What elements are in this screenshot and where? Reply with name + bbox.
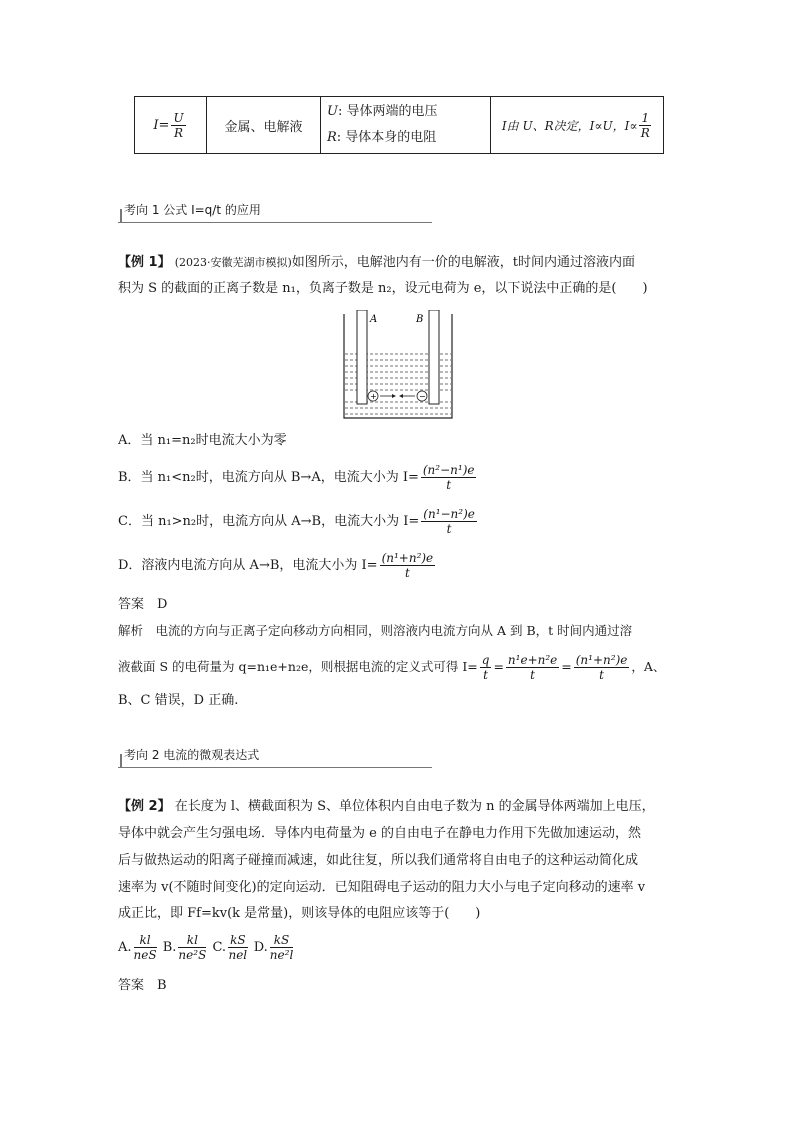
example1-answer xyxy=(118,594,678,616)
option-c xyxy=(118,507,678,537)
option-a-text: A．当 n₁=n₂时电流大小为零 xyxy=(118,433,287,448)
example2-text4: 速率为 v(不随时间变化)的定向运动．已知阻碍电子运动的阻力大小与电子定向移动的速率 v xyxy=(118,880,646,895)
example2-tag: 【例 2】 xyxy=(118,799,171,814)
example2-line3 xyxy=(118,850,678,872)
meaning-r xyxy=(327,125,436,151)
formula-table xyxy=(134,96,664,154)
analysis-text3: B、C 错误，D 正确. xyxy=(118,693,239,708)
label-a: A xyxy=(370,314,378,325)
meaning-u xyxy=(327,99,437,125)
section-label: 考向 1 公式 I=q/t 的应用 xyxy=(124,203,261,217)
meaning-r-symbol: R xyxy=(327,130,337,145)
section-bar xyxy=(120,209,122,223)
example2-answer-text: 答案 B xyxy=(118,978,167,993)
analysis-line2: 液截面 S 的电荷量为 q=n₁e+n₂e，则根据电流的定义式可得 I= $\frac{q}{t}$ = $\frac{\text{n¹e+n²e}}{t}$ = $\frac{\text{(n¹+n²)e}}{t}$ ，A、 xyxy=(118,653,666,682)
analysis-fraction-q xyxy=(480,653,492,682)
example2-line5 xyxy=(118,903,678,925)
analysis-text2: 液截面 S 的电荷量为 q=n₁e+n₂e，则根据电流的定义式可得 I= xyxy=(118,659,478,674)
section-label: 考向 2 电流的微观表达式 xyxy=(124,748,260,762)
opt-a-label: A. xyxy=(118,940,132,955)
example2-text2: 导体中就会产生匀强电场．导体内电荷量为 e 的自由电子在静电力作用下先做加速运动，然 xyxy=(118,826,641,841)
option-b-num: (n²−n¹)e xyxy=(422,463,475,477)
option-d-text: D．溶液内电流方向从 A→B，电流大小为 I= xyxy=(118,558,378,573)
option-c-den: t xyxy=(446,522,452,536)
option-d-den: t xyxy=(404,566,410,580)
opt-d-num: kS xyxy=(270,933,293,948)
relation-denominator: R xyxy=(640,125,650,140)
relation-numerator: 1 xyxy=(641,110,650,125)
opt-d-den: ne²l xyxy=(269,948,294,962)
example1-stem-line1 xyxy=(118,252,678,274)
analysis-f2-den: t xyxy=(530,668,535,682)
option-a xyxy=(118,430,678,452)
analysis-f3-num: (n¹+n²)e xyxy=(575,653,628,667)
analysis-line3 xyxy=(118,690,678,712)
analysis-fraction-result xyxy=(574,653,630,682)
example2-answer xyxy=(118,975,678,997)
analysis-line1 xyxy=(118,620,678,642)
example2-line2 xyxy=(118,823,678,845)
example2-text3: 后与做热运动的阳离子碰撞而减速，如此往复，所以我们通常将自由电子的这种运动简化成 xyxy=(118,853,639,868)
option-c-num: (n¹−n²)e xyxy=(423,507,475,521)
analysis-f2-num: n¹e+n²e xyxy=(507,653,558,667)
option-d-fraction xyxy=(380,551,436,580)
section-bar xyxy=(120,754,122,768)
opt-a-fraction xyxy=(134,933,157,962)
table-cell-relation xyxy=(492,97,663,153)
opt-c-num: kS xyxy=(230,933,246,947)
formula-numerator: U xyxy=(173,110,184,125)
opt-c-den: nel xyxy=(228,948,248,962)
analysis-text2-post: ，A、 xyxy=(631,659,666,674)
opt-a-num: kl xyxy=(134,933,157,948)
example2-line4 xyxy=(118,877,678,899)
example2-options xyxy=(118,932,678,964)
example2-text5: 成正比，即 Ff=kv(k 是常量)，则该导体的电阻应该等于( ) xyxy=(118,906,481,921)
formula-fraction xyxy=(171,111,185,140)
label-b: B xyxy=(416,314,424,325)
example1-stem1: 如图所示，电解池内有一价的电解液，t时间内通过溶液内面 xyxy=(291,255,636,270)
opt-c-label: C. xyxy=(212,940,227,955)
electrolytic-cell-figure xyxy=(340,310,456,422)
meaning-u-symbol: U xyxy=(327,104,338,119)
analysis-f3-den: t xyxy=(599,668,604,682)
formula-lhs: I= xyxy=(153,117,170,133)
analysis-text1: 电流的方向与正离子定向移动方向相同，则溶液内电流方向从 A 到 B，t 时间内通过溶 xyxy=(155,623,633,638)
opt-d-fraction xyxy=(270,933,293,962)
table-cell-scope xyxy=(207,97,321,153)
example1-stem2: 积为 S 的截面的正离子数是 n₁，负离子数是 n₂，设元电荷为 e，以下说法中正确的是( ) xyxy=(118,281,648,296)
electrode-a xyxy=(357,310,367,404)
example1-answer-text: 答案 D xyxy=(118,597,168,612)
example2-line1 xyxy=(118,796,678,818)
minus-sign: − xyxy=(419,392,426,401)
table-cell-formula xyxy=(135,97,207,153)
section-header-2 xyxy=(118,745,432,768)
plus-sign: + xyxy=(370,392,377,401)
analysis-label: 解析 xyxy=(118,623,144,638)
opt-b-label: B. xyxy=(162,940,177,955)
electrode-b xyxy=(429,310,439,404)
opt-d-label: D. xyxy=(253,940,268,955)
analysis-fraction-sum xyxy=(506,653,559,682)
arrow-right-head xyxy=(392,394,396,398)
opt-c-fraction xyxy=(228,933,248,962)
table-cell-meaning xyxy=(321,97,491,153)
option-d xyxy=(118,551,678,581)
example2-text1: 在长度为 l、横截面积为 S、单位体积内自由电子数为 n 的金属导体两端加上电压， xyxy=(174,799,655,814)
scope-text: 金属、电解液 xyxy=(224,119,303,135)
arrow-left-head xyxy=(399,394,403,398)
opt-b-den: ne²S xyxy=(178,948,207,962)
option-c-fraction xyxy=(421,507,477,536)
example1-stem-line2 xyxy=(118,278,678,300)
analysis-f1-den: t xyxy=(483,668,488,682)
meaning-r-text: : 导体本身的电阻 xyxy=(336,130,437,145)
option-b-den: t xyxy=(446,478,452,492)
option-c-text: C．当 n₁>n₂时，电流方向从 A→B，电流大小为 I= xyxy=(118,514,420,529)
formula-denominator: R xyxy=(173,125,184,140)
opt-b-num: kl xyxy=(178,933,206,948)
opt-b-fraction xyxy=(178,933,206,962)
opt-a-den: neS xyxy=(133,948,157,962)
option-b-fraction xyxy=(421,463,477,492)
analysis-f1-num: q xyxy=(481,653,490,667)
option-b-text: B．当 n₁<n₂时，电流方向从 B→A，电流大小为 I= xyxy=(118,470,419,485)
option-d-num: (n¹+n²)e xyxy=(381,551,434,565)
example1-tag: 【例 1】 xyxy=(118,255,171,270)
example1-source: (2023·安徽芜湖市模拟) xyxy=(174,256,292,269)
relation-fraction xyxy=(639,111,651,140)
relation-text: I由 U、R决定，I∝U，I∝ xyxy=(501,118,638,133)
option-b xyxy=(118,463,678,493)
section-header-1 xyxy=(118,200,432,223)
meaning-u-text: : 导体两端的电压 xyxy=(337,104,438,119)
